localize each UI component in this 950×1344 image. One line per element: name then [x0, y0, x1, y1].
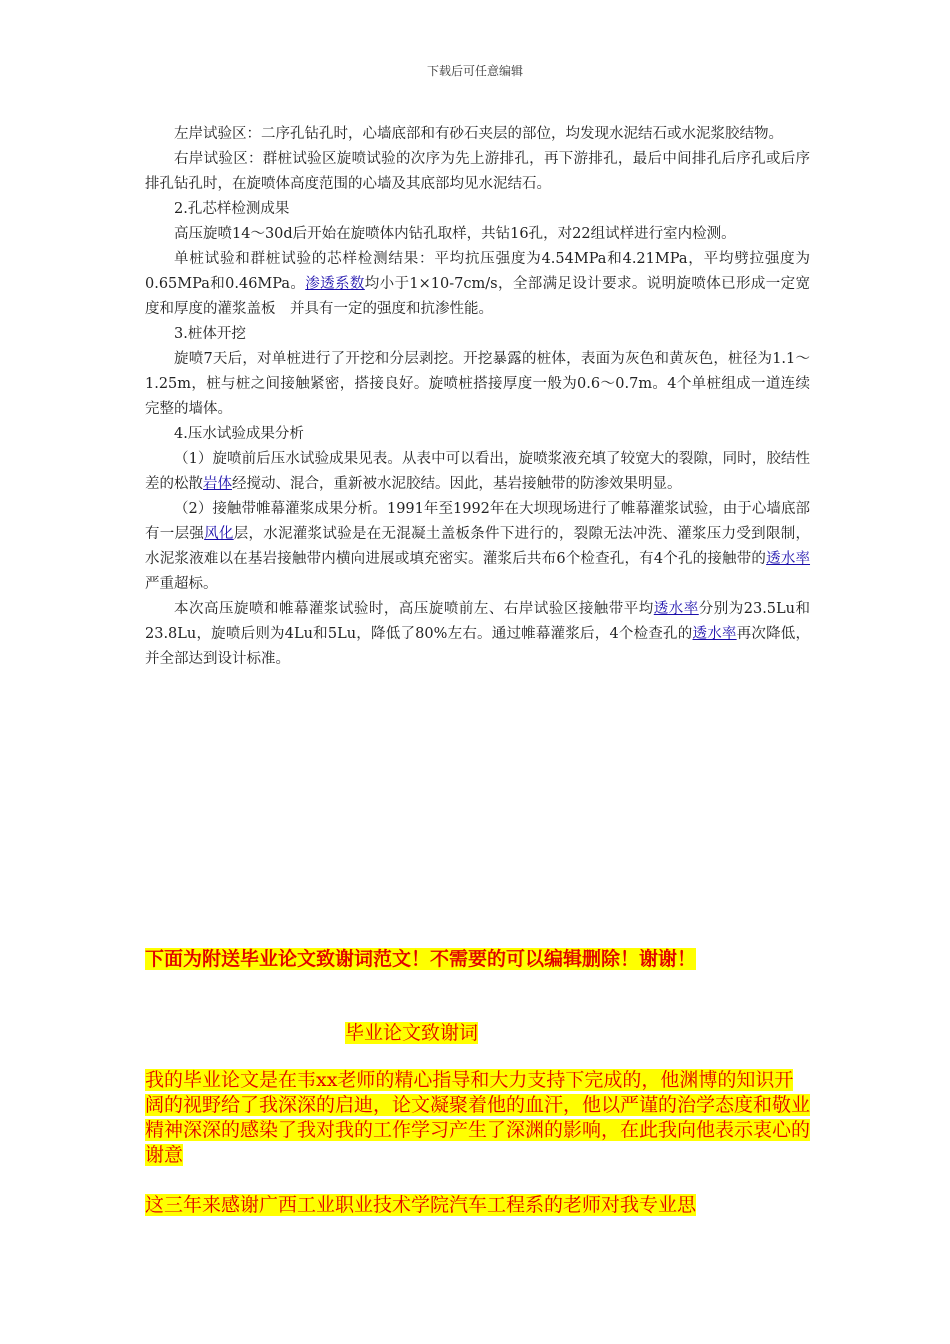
thanks-paragraph-2-text: 这三年来感谢广西工业职业技术学院汽车工程系的老师对我专业思 — [145, 1194, 697, 1216]
notice-text: 下面为附送毕业论文致谢词范文！不需要的可以编辑删除！谢谢！ — [145, 948, 697, 970]
text-span: （1）旋喷前后压水试验成果见表。从表中可以看出，旋喷浆液充填了较宽大的裂隙，同时，胶结性差的松散 — [145, 451, 810, 492]
text-span: 分别为23.5Lu和23.8Lu，旋喷后则为4Lu和5Lu，降低了80%左右。通过帷幕灌浆后，4个检查孔的 — [145, 601, 810, 642]
thanks-title-text: 毕业论文致谢词 — [345, 1022, 479, 1044]
text-span: 严重超标。 — [145, 576, 218, 592]
paragraph-summary — [145, 597, 810, 672]
appendix-notice — [145, 946, 696, 972]
paragraph-sampling: 高压旋喷14～30d后开始在旋喷体内钻孔取样，共钻16孔，对22组试样进行室内检测。 — [174, 226, 736, 242]
thanks-title — [345, 1020, 478, 1046]
text-span: 均小于1×10-7cm/s，全部满足设计要求。说明旋喷体已形成一定宽度和厚度的灌浆盖板 并具有一定的强度和抗渗性能。 — [145, 276, 811, 317]
document-body — [145, 122, 810, 672]
paragraph-left-bank: 左岸试验区：二序孔钻孔时，心墙底部和有砂石夹层的部位，均发现水泥结石或水泥浆胶结物。 — [174, 126, 783, 142]
section-heading-3: 3.桩体开挖 — [174, 326, 246, 342]
text-span: （2）接触带帷幕灌浆成果分析。1991年至1992年在大坝现场进行了帷幕灌浆试验，由于心墙底部有一层强 — [145, 501, 810, 542]
link-permeability-rate[interactable]: 透水率 — [692, 626, 737, 642]
link-permeability-rate[interactable]: 透水率 — [766, 551, 811, 567]
text-span: 层，水泥灌浆试验是在无混凝土盖板条件下进行的，裂隙无法冲洗、灌浆压力受到限制，水泥浆液难以在基岩接触带内横向进展或填充密实。灌浆后共布6个检查孔，有4个孔的接触带的 — [145, 526, 811, 567]
text-span: 本次高压旋喷和帷幕灌浆试验时，高压旋喷前左、右岸试验区接触带平均 — [174, 601, 654, 617]
paragraph-water-test-1 — [145, 447, 810, 497]
paragraph-water-test-2 — [145, 497, 810, 597]
paragraph-right-bank: 右岸试验区：群桩试验区旋喷试验的次序为先上游排孔，再下游排孔，最后中间排孔后序孔或后序排孔钻孔时，在旋喷体高度范围的心墙及其底部均见水泥结石。 — [145, 151, 810, 192]
link-permeability-coefficient[interactable]: 渗透系数 — [305, 276, 365, 292]
thanks-paragraph-2 — [145, 1193, 810, 1218]
section-heading-2: 2.孔芯样检测成果 — [174, 201, 290, 217]
text-span: 再次降低，并全部达到设计标准。 — [145, 626, 811, 667]
thanks-paragraph-1 — [145, 1068, 810, 1168]
text-span: 经搅动、混合，重新被水泥胶结。因此，基岩接触带的防渗效果明显。 — [232, 476, 682, 492]
link-weathering[interactable]: 风化 — [204, 526, 234, 542]
paragraph-excavation: 旋喷7天后，对单桩进行了开挖和分层剥挖。开挖暴露的桩体，表面为灰色和黄灰色，桩径为1.1～1.25m，桩与桩之间接触紧密，搭接良好。旋喷桩搭接厚度一般为0.6～0.7m。4个单桩组成一道连续完整的墙体。 — [145, 351, 810, 417]
page-header: 下载后可任意编辑 — [426, 64, 523, 78]
thanks-paragraph-1-text: 我的毕业论文是在韦xx老师的精心指导和大力支持下完成的，他渊博的知识开阔的视野给了我深深的启迪，论文凝聚着他的血汗，他以严谨的治学态度和敬业精神深深的感染了我对我的工作学习产生了深渊的影响，在此我向他表示衷心的谢意 — [145, 1069, 811, 1166]
link-rock-mass[interactable]: 岩体 — [203, 476, 232, 492]
section-heading-4: 4.压水试验成果分析 — [174, 426, 304, 442]
paragraph-core-results — [145, 247, 810, 322]
link-permeability-rate[interactable]: 透水率 — [653, 601, 699, 617]
text-span: 单桩试验和群桩试验的芯样检测结果：平均抗压强度为4.54MPa和4.21MPa，平均劈拉强度为0.65MPa和0.46MPa。 — [145, 251, 810, 292]
